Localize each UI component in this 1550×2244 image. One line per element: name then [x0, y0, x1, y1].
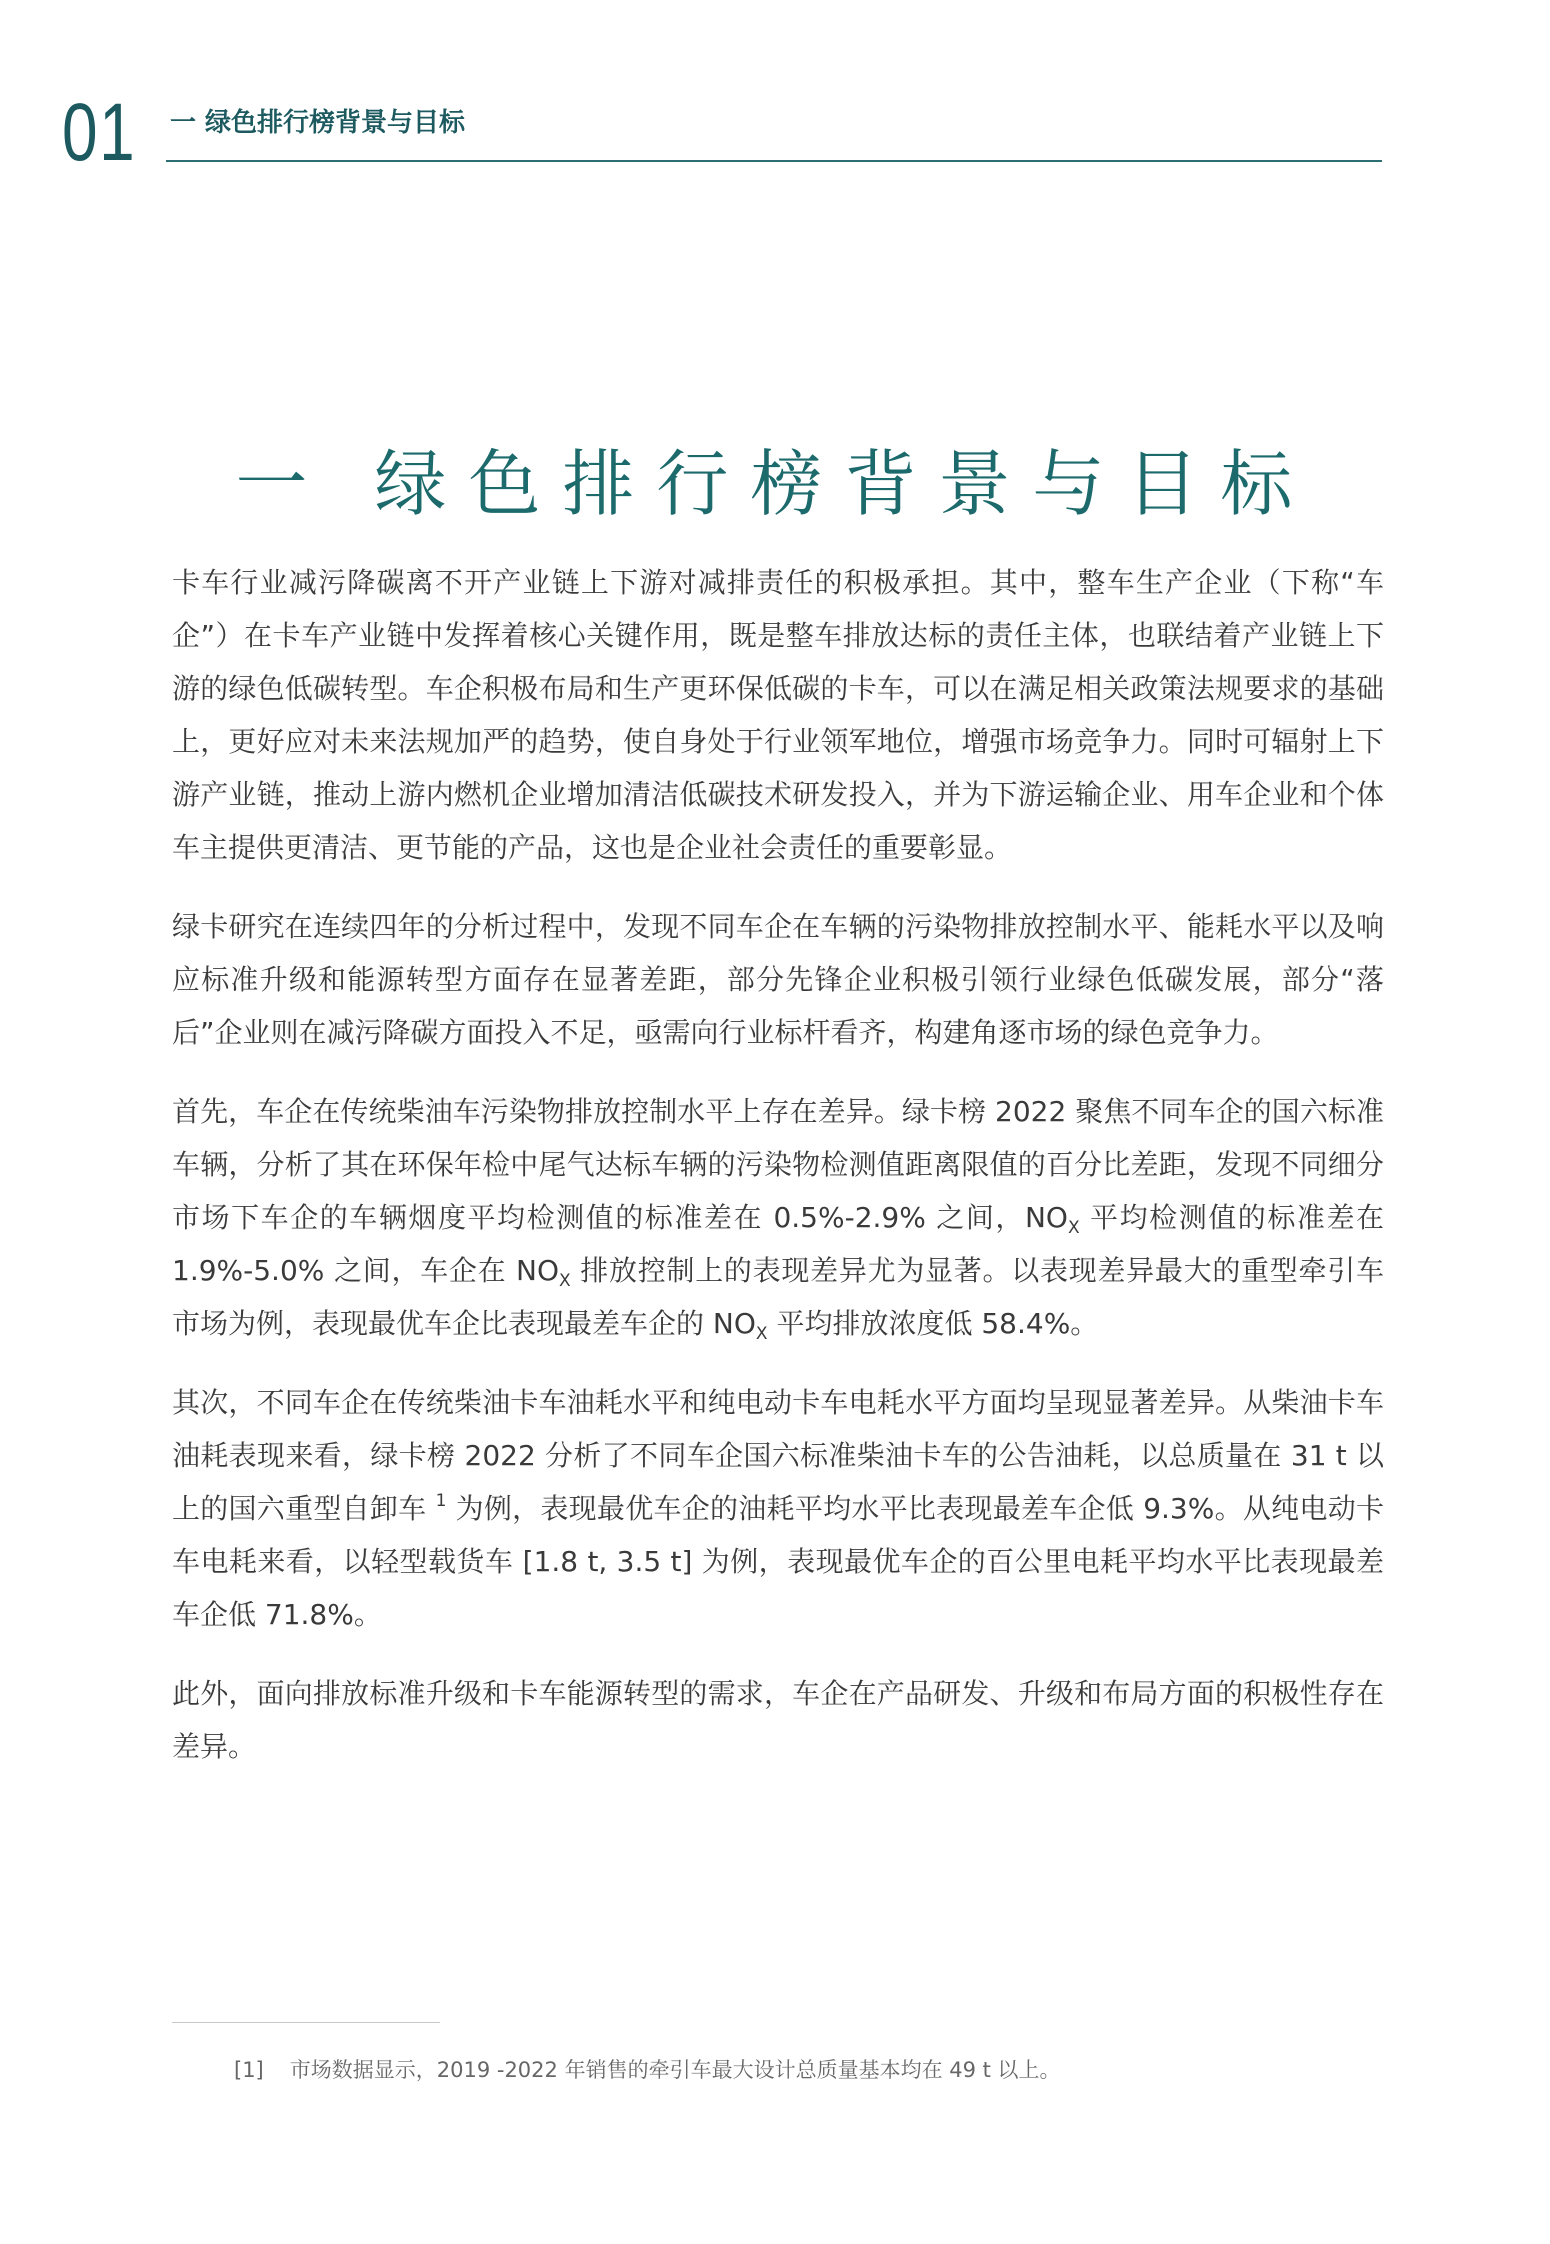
paragraph-3-part-d: 平均排放浓度低 58.4%。 [767, 1307, 1099, 1340]
section-header-title: 一 绿色排行榜背景与目标 [170, 108, 466, 138]
footnote-reference[interactable]: 1 [435, 1491, 447, 1511]
paragraph-4-part-b: 为例，表现最优车企的油耗平均水平比表现最差车企低 9.3%。从纯电动卡车电耗来看，以轻型载货车 [1.8 t, 3.5 t] 为例，表现最优车企的百公里电耗平均水平比表现最差车企低 71.8%。 [172, 1492, 1384, 1631]
paragraph-3 [172, 1085, 1384, 1350]
paragraph-3-part-c: 排放控制上的表现差异尤为显著。以表现差异最大的重型牵引车市场为例，表现最优车企比表现最差车企的 NO [172, 1254, 1384, 1340]
paragraph-5: 此外，面向排放标准升级和卡车能源转型的需求，车企在产品研发、升级和布局方面的积极性存在差异。 [172, 1677, 1384, 1763]
paragraph-1: 卡车行业减污降碳离不开产业链上下游对减排责任的积极承担。其中，整车生产企业（下称“车企”）在卡车产业链中发挥着核心关键作用，既是整车排放达标的责任主体，也联结着产业链上下游的绿色低碳转型。车企积极布局和生产更环保低碳的卡车，可以在满足相关政策法规要求的基础上，更好应对未来法规加严的趋势，使自身处于行业领军地位，增强市场竞争力。同时可辐射上下游产业链，推动上游内燃机企业增加清洁低碳技术研发投入，并为下游运输企业、用车企业和个体车主提供更清洁、更节能的产品，这也是企业社会责任的重要彰显。 [172, 566, 1384, 864]
body-text [172, 556, 1384, 1799]
paragraph-3-part-b: 平均检测值的标准差在 1.9%-5.0% 之间，车企在 NO [172, 1201, 1384, 1287]
chapter-title: 一 绿色排行榜背景与目标 [235, 442, 1315, 527]
paragraph-4-part-a: 其次，不同车企在传统柴油卡车油耗水平和纯电动卡车电耗水平方面均呈现显著差异。从柴油卡车油耗表现来看，绿卡榜 2022 分析了不同车企国六标准柴油卡车的公告油耗，以总质量在 31 t 以上的国六重型自卸车 [172, 1386, 1384, 1525]
section-number: 01 [62, 87, 137, 178]
nox-subscript: X [559, 1271, 571, 1291]
paragraph-4 [172, 1376, 1384, 1641]
footnote-text: 市场数据显示，2019 -2022 年销售的牵引车最大设计总质量基本均在 49 t 以上。 [289, 2058, 1061, 2082]
nox-subscript: X [1067, 1218, 1080, 1238]
paragraph-3-part-a: 首先，车企在传统柴油车污染物排放控制水平上存在差异。绿卡榜 2022 聚焦不同车企的国六标准车辆，分析了其在环保年检中尾气达标车辆的污染物检测值距离限值的百分比差距，发现不同细分市场下车企的车辆烟度平均检测值的标准差在 0.5%-2.9% 之间，NO [172, 1095, 1384, 1234]
header-divider [166, 160, 1382, 162]
footnote [234, 2054, 1061, 2084]
nox-subscript: X [755, 1324, 768, 1344]
footnote-mark: [1] [234, 2058, 264, 2082]
paragraph-2: 绿卡研究在连续四年的分析过程中，发现不同车企在车辆的污染物排放控制水平、能耗水平以及响应标准升级和能源转型方面存在显著差距，部分先锋企业积极引领行业绿色低碳发展，部分“落后”企业则在减污降碳方面投入不足，亟需向行业标杆看齐，构建角逐市场的绿色竞争力。 [172, 910, 1384, 1049]
footnote-divider [172, 2022, 440, 2023]
